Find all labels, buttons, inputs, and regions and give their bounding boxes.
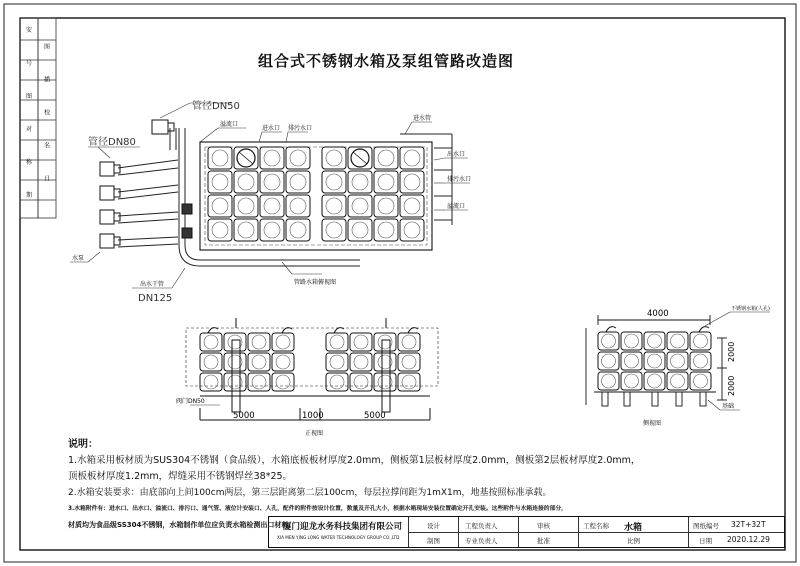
label-dn50: 管径DN50	[192, 101, 240, 112]
tank-panel	[598, 372, 619, 390]
panel-boss	[264, 174, 280, 190]
panel-boss	[330, 375, 344, 389]
panel-boss	[264, 150, 280, 166]
panel-boss	[238, 174, 254, 190]
panel-boss	[625, 334, 639, 348]
panel-boss	[354, 355, 368, 369]
label-pump: 水泵	[72, 255, 85, 262]
tank-panel	[400, 147, 424, 169]
tank-panel	[400, 195, 424, 217]
drawing-title: 组合式不锈钢水箱及泵组管路改造图	[258, 52, 515, 70]
margin-label: 号	[26, 60, 33, 67]
tank-panel	[398, 353, 420, 371]
panel-boss	[648, 334, 662, 348]
tank-panel	[322, 195, 346, 217]
tank-panel	[200, 333, 222, 351]
tank-panel	[374, 219, 398, 241]
panel-boss	[352, 222, 368, 238]
label-dn80: 管径DN80	[88, 137, 136, 148]
margin-labels	[26, 26, 51, 199]
tank-panel	[348, 195, 372, 217]
label-dn125: DN125	[138, 293, 173, 304]
label-inlet: 进水口	[262, 125, 281, 132]
panel-boss	[330, 355, 344, 369]
tb-drawing-no-label: 图纸编号	[693, 522, 719, 530]
margin-label: 校	[44, 109, 51, 117]
label-drain-right: 排污水口	[447, 176, 472, 183]
tb-project-manager: 工程负责人	[465, 522, 498, 530]
tank-panel	[322, 219, 346, 241]
plan-view	[70, 99, 471, 304]
tank-panel	[621, 332, 642, 350]
left-margin-strip	[20, 18, 56, 218]
tank-panel	[286, 219, 310, 241]
tank-panel	[322, 147, 346, 169]
tank-panel	[260, 171, 284, 193]
tank-panel	[234, 171, 258, 193]
tank-panel	[208, 195, 232, 217]
tank-panel	[224, 373, 246, 391]
panel-boss	[602, 374, 616, 388]
panel-boss	[671, 354, 685, 368]
tb-dept-manager: 专业负责人	[465, 537, 498, 545]
tank-panel	[322, 171, 346, 193]
panel-boss	[404, 222, 420, 238]
panel-boss	[402, 375, 416, 389]
tank-panel	[248, 333, 270, 351]
tank-panel	[234, 195, 258, 217]
tb-date: 2020.12.29	[727, 535, 770, 544]
panel-boss	[212, 174, 228, 190]
tb-drawing-no: 32T+32T	[731, 520, 766, 529]
panel-boss	[264, 198, 280, 214]
tank-panel	[374, 171, 398, 193]
side-view	[586, 305, 770, 427]
panel-boss	[252, 355, 266, 369]
panel-boss	[625, 374, 639, 388]
margin-label: 称	[26, 159, 33, 166]
tank-panel	[272, 373, 294, 391]
tb-drawn: 制图	[427, 537, 440, 545]
tank-panel	[350, 333, 372, 351]
panel-boss	[694, 334, 708, 348]
notes-heading: 说明：	[68, 439, 98, 450]
panel-boss	[671, 374, 685, 388]
note-line: 材质均为食品级SS304不锈钢，水箱制作单位应负责水箱检测出口材料。	[68, 521, 296, 529]
tb-drawing-name: 水箱	[624, 523, 643, 533]
panel-boss	[378, 150, 394, 166]
tank-panel	[350, 353, 372, 371]
panel-boss	[378, 222, 394, 238]
panel-boss	[625, 354, 639, 368]
tank-panel	[348, 171, 372, 193]
panel-boss	[276, 335, 290, 349]
front-tank-left	[200, 328, 294, 391]
label-overflow-right: 溢流口	[447, 203, 466, 210]
front-view-caption: 正视图	[305, 430, 324, 437]
panel-boss	[212, 150, 228, 166]
tank-panel	[690, 352, 711, 370]
tank-panel	[690, 372, 711, 390]
tank-panel	[667, 352, 688, 370]
panel-boss	[404, 198, 420, 214]
note-line: 1.水箱采用板材质为SUS304不锈钢（食品级），水箱底板板材厚度2.0mm，侧板第1层板材厚度2.0mm，侧板第2层板材厚度2.0mm，	[68, 455, 641, 466]
tank-panel	[208, 147, 232, 169]
label-overflow: 溢流口	[220, 121, 239, 128]
tank-panel	[224, 333, 246, 351]
panel-boss	[326, 198, 342, 214]
margin-label: 对	[26, 126, 33, 133]
panel-boss	[204, 335, 218, 349]
panel-boss	[326, 150, 342, 166]
tank-panel	[400, 219, 424, 241]
tank-panel	[374, 353, 396, 371]
tank-panel	[598, 332, 619, 350]
tb-design: 设计	[427, 522, 440, 530]
panel-boss	[354, 375, 368, 389]
tank-panel	[621, 352, 642, 370]
panel-boss	[290, 174, 306, 190]
company-cell	[269, 517, 409, 547]
plan-view-caption: 管路水箱俯视图	[294, 279, 337, 286]
tank-panel	[208, 171, 232, 193]
panel-boss	[264, 222, 280, 238]
panel-boss	[204, 355, 218, 369]
panel-boss	[252, 335, 266, 349]
note-line: 2.水箱安装要求：由底部向上间100cm两层，第三层距离第二层100cm，每层拉撑间距为1mX1m，地基按照标准承载。	[68, 488, 552, 498]
tank-panel	[644, 332, 665, 350]
tank-panel	[286, 171, 310, 193]
company-name-cn: 厦门迎龙水务科技集团有限公司	[283, 522, 403, 532]
tank-panel	[374, 333, 396, 351]
tank-panel	[398, 373, 420, 391]
panel-boss	[290, 198, 306, 214]
tank-panel	[644, 372, 665, 390]
dim-mid: 1000	[302, 411, 324, 421]
dim-height-1: 2000	[727, 341, 736, 362]
side-tank-grid	[598, 327, 711, 390]
tank-panel	[286, 195, 310, 217]
tb-project-name-label: 工程名称	[583, 522, 609, 530]
tank-panel	[598, 352, 619, 370]
plan-tank-grid	[208, 147, 424, 241]
tank-panel	[286, 147, 310, 169]
panel-boss	[276, 375, 290, 389]
panel-boss	[354, 335, 368, 349]
side-view-caption: 侧视图	[643, 420, 662, 427]
margin-label: 图	[26, 93, 33, 100]
panel-boss	[378, 174, 394, 190]
tb-date-label: 日期	[699, 537, 712, 545]
dim-top: 4000	[647, 309, 669, 319]
tank-panel	[621, 372, 642, 390]
front-tank-right	[326, 328, 420, 391]
tank-panel	[200, 353, 222, 371]
tank-panel	[350, 373, 372, 391]
panel-boss	[402, 355, 416, 369]
tank-panel	[326, 353, 348, 371]
front-view	[176, 318, 438, 437]
tb-approved: 批准	[537, 537, 550, 545]
panel-boss	[602, 334, 616, 348]
panel-boss	[330, 335, 344, 349]
panel-boss	[326, 222, 342, 238]
tank-panel	[248, 353, 270, 371]
label-inlet-pipe: 进水管	[413, 115, 432, 122]
tank-panel	[326, 373, 348, 391]
tank-panel	[667, 332, 688, 350]
side-leader-top: 不锈钢水箱(人孔)	[731, 306, 770, 312]
panel-boss	[252, 375, 266, 389]
tank-panel	[248, 373, 270, 391]
panel-boss	[204, 375, 218, 389]
panel-boss	[276, 355, 290, 369]
tank-panel	[374, 373, 396, 391]
panel-boss	[648, 374, 662, 388]
company-name-en: XIA MEN YING LONG WATER TECHNOLOGY GROUP CO.,LTD	[277, 535, 400, 540]
tank-panel	[398, 333, 420, 351]
panel-boss	[238, 198, 254, 214]
panel-boss	[602, 354, 616, 368]
tank-panel	[400, 171, 424, 193]
tank-panel	[260, 147, 284, 169]
dim-height-2: 2000	[727, 375, 736, 396]
margin-label: 安	[26, 27, 33, 34]
panel-boss	[290, 222, 306, 238]
tank-panel	[260, 195, 284, 217]
panel-boss	[378, 198, 394, 214]
panel-boss	[648, 354, 662, 368]
tank-panel	[348, 219, 372, 241]
tank-panel	[224, 353, 246, 371]
tank-panel	[374, 195, 398, 217]
panel-boss	[326, 174, 342, 190]
margin-label: 图	[44, 43, 51, 51]
panel-boss	[238, 222, 254, 238]
panel-boss	[694, 374, 708, 388]
panel-boss	[290, 150, 306, 166]
panel-boss	[352, 174, 368, 190]
tb-checked: 审核	[537, 522, 550, 530]
tank-panel	[272, 333, 294, 351]
panel-boss	[352, 198, 368, 214]
tb-scale-label: 比例	[627, 537, 640, 545]
label-main-pipe: 出水干管	[140, 281, 165, 288]
panel-boss	[402, 335, 416, 349]
label-outlet: 出水口	[447, 151, 466, 158]
tank-panel	[260, 219, 284, 241]
margin-label: 期	[26, 192, 33, 199]
label-drain-top: 排污水口	[288, 125, 313, 132]
tank-panel	[208, 219, 232, 241]
tank-panel	[644, 352, 665, 370]
panel-boss	[404, 150, 420, 166]
panel-boss	[404, 174, 420, 190]
tank-panel	[374, 147, 398, 169]
panel-boss	[212, 198, 228, 214]
dim-right: 5000	[364, 411, 386, 421]
note-line: 顶板板材厚度1.2mm，焊缝采用不锈钢焊丝38*25。	[68, 471, 293, 482]
panel-boss	[212, 222, 228, 238]
tank-panel	[690, 332, 711, 350]
margin-label: 名	[44, 142, 51, 150]
panel-boss	[694, 354, 708, 368]
tank-panel	[326, 333, 348, 351]
side-leader-bottom: 基础	[722, 403, 735, 410]
margin-label: 描	[44, 76, 51, 84]
note-line: 3.水箱附件有：进水口、出水口、溢流口、排污口、通气管、液位计安装口、人孔，配件的附件按设计位置，数量及开孔大小，根据水箱现场安装位置确定开孔安装。这些附件与水箱连接的部分，	[68, 506, 567, 512]
margin-label: 日	[44, 175, 51, 183]
tank-panel	[234, 219, 258, 241]
title-block	[268, 516, 785, 548]
front-leader: 阀门DN50	[176, 398, 205, 405]
tank-panel	[667, 372, 688, 390]
panel-boss	[671, 334, 685, 348]
tank-panel	[200, 373, 222, 391]
tank-panel	[272, 353, 294, 371]
dim-left: 5000	[233, 411, 255, 421]
